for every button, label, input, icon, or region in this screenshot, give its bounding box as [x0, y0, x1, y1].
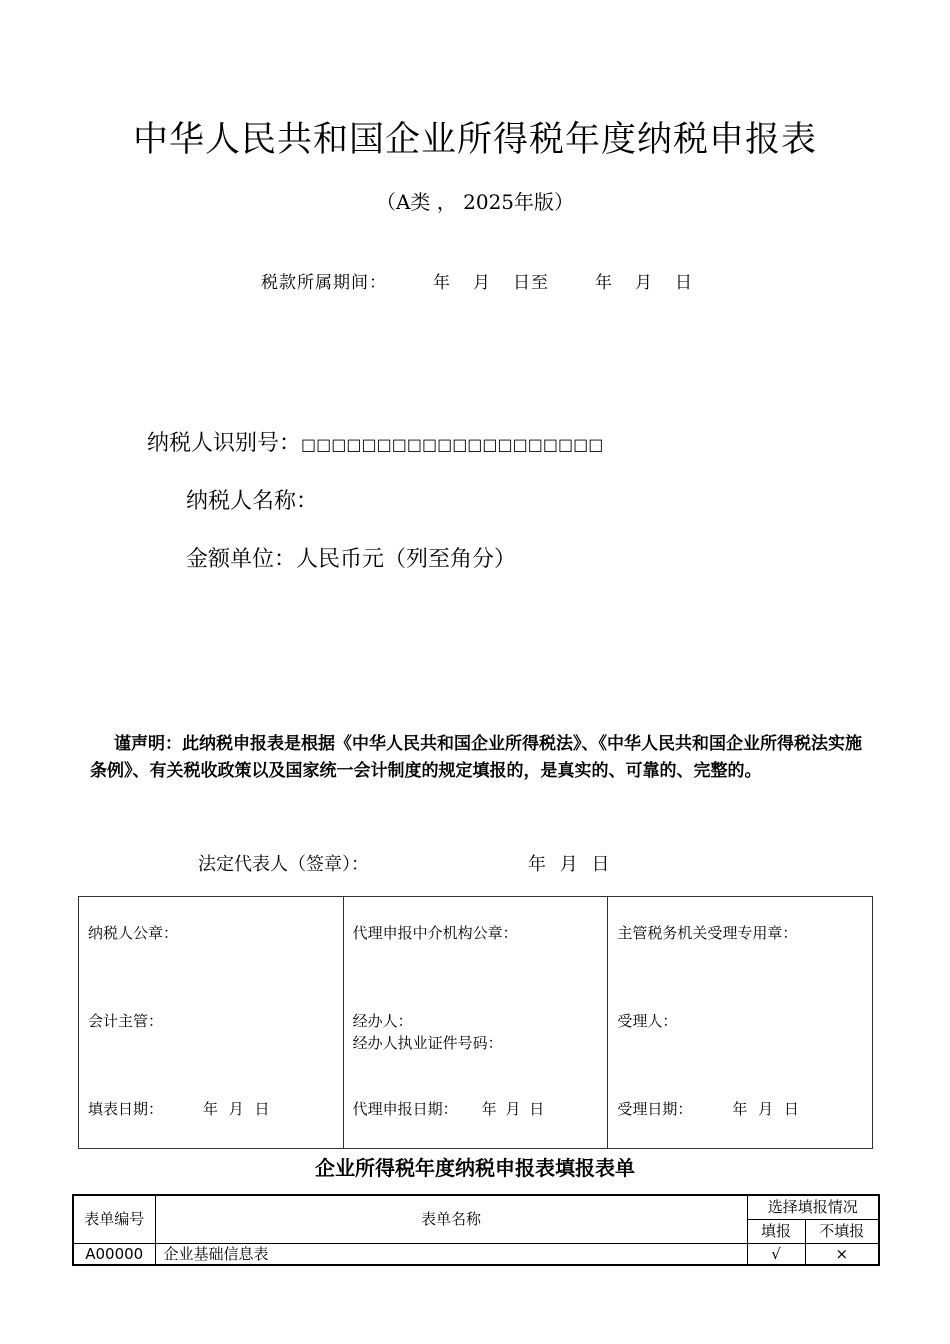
header-form-name: 表单名称	[155, 1195, 747, 1243]
fill-date-label: 填表日期： 年 月 日	[88, 1100, 270, 1118]
row-code: A00000	[73, 1243, 155, 1265]
legal-rep-date: 年 月 日	[528, 854, 610, 875]
tax-period-month-end: 月	[635, 273, 653, 293]
page-subtitle: （A类 ， 2025年版）	[375, 190, 575, 214]
tax-period-day-end: 日	[675, 273, 693, 293]
receive-date-label: 受理日期： 年 月 日	[617, 1100, 799, 1118]
tax-period-label: 税款所属期间：	[261, 273, 387, 293]
stamp-table	[78, 896, 873, 1149]
header-no-fill: 不填报	[805, 1219, 879, 1243]
tax-period	[261, 268, 693, 293]
tax-authority-seal-label: 主管税务机关受理专用章：	[617, 924, 798, 942]
header-fill: 填报	[747, 1219, 805, 1243]
legal-rep-label: 法定代表人（签章）：	[198, 854, 369, 875]
taxpayer-id-row	[147, 426, 603, 457]
tax-period-day-start: 日至	[513, 273, 549, 293]
accountant-label: 会计主管：	[88, 1012, 164, 1030]
form-list-table	[72, 1194, 880, 1266]
agent-label: 经办人：	[352, 1012, 413, 1030]
stamp-cell-agent	[343, 897, 608, 1149]
stamp-cell-taxpayer	[79, 897, 344, 1149]
row-name: 企业基础信息表	[155, 1243, 747, 1265]
form-list-title: 企业所得税年度纳税申报表填报表单	[315, 1156, 635, 1180]
taxpayer-id-boxes[interactable]: □□□□□□□□□□□□□□□□□□□□	[301, 435, 604, 454]
taxpayer-name-label: 纳税人名称：	[186, 489, 319, 514]
header-form-code: 表单编号	[73, 1195, 155, 1243]
header-choice: 选择填报情况	[747, 1195, 879, 1219]
page-title: 中华人民共和国企业所得税年度纳税申报表	[132, 120, 817, 160]
taxpayer-id-label: 纳税人识别号：	[147, 431, 302, 456]
agent-seal-label: 代理申报中介机构公章：	[352, 924, 518, 942]
tax-period-year-start: 年	[433, 273, 451, 293]
receiver-label: 受理人：	[617, 1012, 678, 1030]
agent-cert-label: 经办人执业证件号码：	[352, 1034, 503, 1052]
declaration-text: 谨声明：此纳税申报表是根据《中华人民共和国企业所得税法》、《中华人民共和国企业所得税法实施条例》、有关税收政策以及国家统一会计制度的规定填报的，是真实的、可靠的、完整的。	[90, 734, 862, 781]
stamp-cell-tax-authority	[608, 897, 873, 1149]
row-no-fill-cross[interactable]: ×	[805, 1243, 879, 1265]
agent-date-label: 代理申报日期： 年 月 日	[352, 1100, 545, 1118]
tax-period-year-end: 年	[595, 273, 613, 293]
tax-period-month-start: 月	[473, 273, 491, 293]
row-fill-check[interactable]: √	[747, 1243, 805, 1265]
table-row	[73, 1243, 879, 1265]
currency-unit-label: 金额单位：人民币元（列至角分）	[186, 547, 517, 572]
taxpayer-seal-label: 纳税人公章：	[88, 924, 179, 942]
